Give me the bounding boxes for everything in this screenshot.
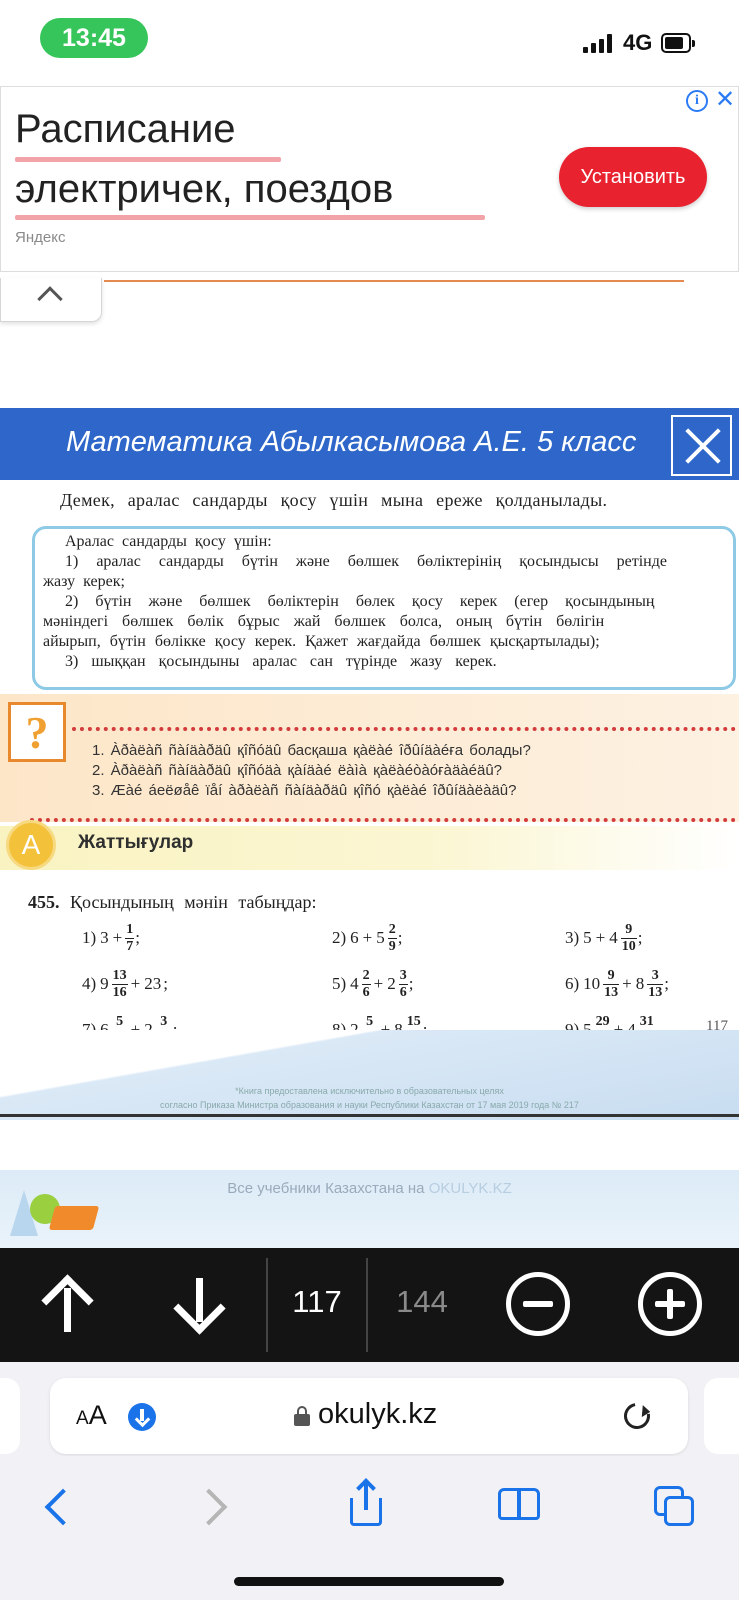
status-bar — [0, 0, 739, 80]
fraction — [388, 922, 397, 954]
fraction-numerator: 31 — [639, 1014, 654, 1030]
url-text[interactable]: okulyk.kz — [318, 1398, 438, 1430]
whole-part: 6 — [350, 928, 359, 947]
fraction — [125, 922, 134, 954]
page-number: 117 — [706, 1018, 728, 1034]
chevron-up-icon — [37, 286, 62, 311]
fraction-numerator: 1 — [126, 922, 134, 938]
tabs-icon[interactable] — [646, 1476, 706, 1536]
site-banner-link[interactable]: OKULYK.KZ — [428, 1180, 512, 1197]
share-icon[interactable] — [336, 1476, 396, 1536]
next-tab-preview[interactable] — [704, 1378, 739, 1454]
bookmarks-icon[interactable] — [490, 1476, 550, 1536]
fraction-numerator: 5 — [366, 1014, 374, 1030]
fraction-numerator: 3 — [651, 968, 659, 984]
arrow-up-icon — [41, 1274, 93, 1326]
terminator: ; — [163, 974, 168, 993]
ad-banner[interactable] — [0, 86, 739, 272]
zoom-in-button[interactable] — [638, 1272, 702, 1336]
ad-headline-line1: Расписание — [15, 107, 236, 151]
fraction-numerator: 9 — [607, 968, 615, 984]
fraction-numerator: 3 — [160, 1014, 168, 1030]
whole-part: 8 — [635, 974, 645, 993]
fraction — [647, 968, 663, 1000]
rule-line: мәніндегі бөлшек бөлік бұрыс жай бөлшек болса, оның бүтін бөлігін — [43, 613, 605, 630]
ad-install-button[interactable]: Установить — [559, 147, 707, 207]
task-header — [28, 892, 317, 913]
site-banner-text: Все учебники Казахстана на — [227, 1180, 425, 1197]
pager-toolbar — [0, 1248, 739, 1362]
question-mark-icon: ? — [8, 702, 66, 762]
network-label: 4G — [623, 30, 653, 55]
plus-sign: + — [130, 974, 141, 993]
textbook-page[interactable] — [0, 480, 739, 1135]
rule-line: 1) аралас сандарды бүтін және бөлшек бөліктерінің қосындысы ретінде — [65, 553, 667, 570]
previous-tab-preview[interactable] — [0, 1378, 20, 1454]
status-time[interactable]: 13:45 — [40, 18, 148, 58]
plus-sign: + — [112, 928, 123, 947]
fraction — [112, 968, 128, 1000]
intro-text: Демек, аралас сандарды қосу үшін мына ереже қолданылады. — [60, 490, 608, 510]
rule-line: 3) шыққан қосындыны аралас сан түрінде жазу керек. — [65, 653, 497, 670]
exercise-item — [563, 916, 643, 960]
zoom-out-button[interactable] — [506, 1272, 570, 1336]
question-item: 2. Àðàëàñ ñàíäàðäû қîñóäà қàíäàé ëàìà қàëàéòàóғàäàéäû? — [92, 762, 503, 779]
terminator: ; — [637, 928, 643, 947]
plus-sign: + — [373, 974, 384, 993]
fraction-denominator: 6 — [362, 984, 370, 1000]
divider — [266, 1258, 268, 1352]
battery-icon — [661, 33, 691, 53]
ad-underline — [15, 157, 281, 162]
next-page-preview — [0, 1170, 739, 1250]
ad-headline-line2: электричек, поездов — [15, 167, 394, 211]
fraction-numerator: 15 — [406, 1014, 421, 1030]
fraction-denominator: 6 — [399, 984, 407, 1000]
fraction — [603, 968, 619, 1000]
task-number: 455. — [28, 892, 60, 912]
whole-part: 2 — [387, 974, 396, 993]
exercise-label: 4) — [82, 974, 97, 993]
whole-part: 5 — [376, 928, 385, 947]
exercise-item — [80, 916, 140, 960]
minus-icon — [523, 1301, 553, 1307]
fraction-numerator: 3 — [399, 968, 407, 984]
forward-icon[interactable] — [184, 1476, 244, 1536]
previous-page-button[interactable] — [32, 1248, 102, 1362]
plus-sign: + — [622, 974, 632, 993]
fraction-numerator: 9 — [625, 922, 633, 938]
ad-source: Яндекс — [15, 229, 66, 246]
rule-line: жазу керек; — [43, 573, 125, 590]
question-item: 3. Æàé áeëøåê ïåí àðàëàñ ñàíäàðäû қîñó қàëàé îðûíäàëàäû? — [92, 782, 517, 799]
info-icon[interactable]: i — [686, 90, 708, 112]
reload-icon[interactable] — [619, 1398, 655, 1434]
whole-part: 23 — [144, 974, 162, 993]
fraction — [399, 968, 408, 1000]
lock-icon — [294, 1406, 310, 1426]
fraction-numerator: 13 — [112, 968, 127, 984]
next-page-button[interactable] — [164, 1248, 234, 1362]
whole-part: 4 — [609, 928, 618, 947]
divider — [366, 1258, 368, 1352]
fraction — [362, 968, 371, 1000]
fraction-denominator: 7 — [126, 938, 134, 954]
footer-note: согласно Приказа Министра образования и науки Республики Казахстан от 17 мая 2019 года № 217 — [160, 1100, 579, 1110]
fraction-denominator: 10 — [621, 938, 636, 954]
fraction-denominator: 16 — [112, 984, 127, 1000]
divider — [104, 280, 684, 282]
exercise-label: 6) — [565, 974, 580, 993]
rule-line: Аралас сандарды қосу үшін: — [65, 533, 272, 550]
terminator: ; — [135, 928, 140, 947]
close-document-button[interactable] — [671, 415, 732, 476]
whole-part: 5 — [583, 928, 592, 947]
rule-line: 2) бүтін және бөлшек бөліктерін бөлек қосу керек (егер қосындының — [65, 593, 655, 610]
document-title: Математика Абылкасымова А.Е. 5 класс — [66, 426, 637, 458]
arrow-down-icon — [173, 1282, 225, 1334]
rule-line: айырып, бүтін бөлікке қосу керек. Қажет жағдайда бөлшек қысқартылады); — [43, 633, 600, 650]
fraction-denominator: 9 — [388, 938, 396, 954]
fraction — [621, 922, 637, 954]
page-edge — [0, 1114, 739, 1117]
fraction-numerator: 2 — [388, 922, 396, 938]
exercise-label: 5) — [332, 974, 347, 993]
ad-close-icon[interactable]: ✕ — [714, 86, 736, 113]
document-header — [0, 408, 739, 480]
back-icon[interactable] — [30, 1476, 90, 1536]
ad-underline — [15, 215, 485, 220]
exercises-icon: A — [6, 820, 56, 870]
fraction-numerator: 29 — [595, 1014, 610, 1030]
dotted-divider — [72, 727, 736, 731]
exercise-label: 1) — [82, 928, 97, 947]
exercise-item — [330, 962, 414, 1006]
download-icon[interactable] — [128, 1403, 156, 1431]
current-page-input[interactable]: 117 — [292, 1284, 342, 1319]
plus-sign: + — [362, 928, 373, 947]
plus-sign: + — [595, 928, 606, 947]
collapse-ad-tab[interactable] — [0, 278, 102, 322]
question-item: 1. Àðàëàñ ñàíäàðäû қîñóäû басқаша қàëàé îðûíäàéға болады? — [92, 742, 531, 759]
footer-note: *Книга предоставлена исключительно в образовательных целях — [235, 1086, 504, 1096]
home-indicator[interactable] — [234, 1577, 504, 1586]
geometry-shapes-illustration — [10, 1190, 100, 1240]
whole-part: 9 — [100, 974, 109, 993]
total-pages: 144 — [396, 1284, 448, 1319]
terminator: ; — [408, 974, 414, 993]
site-banner — [0, 1180, 739, 1197]
dotted-divider — [30, 818, 736, 822]
whole-part: 3 — [100, 928, 109, 947]
exercise-label: 3) — [565, 928, 580, 947]
reader-settings-button[interactable]: AA — [76, 1400, 107, 1430]
fraction-numerator: 2 — [362, 968, 370, 984]
page-bottom-decoration — [0, 1030, 739, 1120]
fraction-denominator: 13 — [604, 984, 619, 1000]
browser-address-area — [0, 1362, 739, 1456]
url-field[interactable] — [50, 1378, 688, 1454]
rule-box — [32, 526, 736, 690]
terminator: ; — [397, 928, 403, 947]
fraction-denominator: 13 — [648, 984, 663, 1000]
task-text: Қосындының мәнін табыңдар: — [70, 892, 317, 912]
exercises-title: Жаттығулар — [78, 832, 194, 853]
signal-icon — [583, 33, 613, 53]
fraction-numerator: 5 — [116, 1014, 124, 1030]
whole-part: 10 — [583, 974, 601, 993]
exercise-item — [80, 962, 168, 1006]
whole-part: 4 — [350, 974, 359, 993]
terminator: ; — [664, 974, 669, 993]
exercise-label: 2) — [332, 928, 347, 947]
exercise-item — [330, 916, 403, 960]
exercise-item — [563, 962, 669, 1006]
